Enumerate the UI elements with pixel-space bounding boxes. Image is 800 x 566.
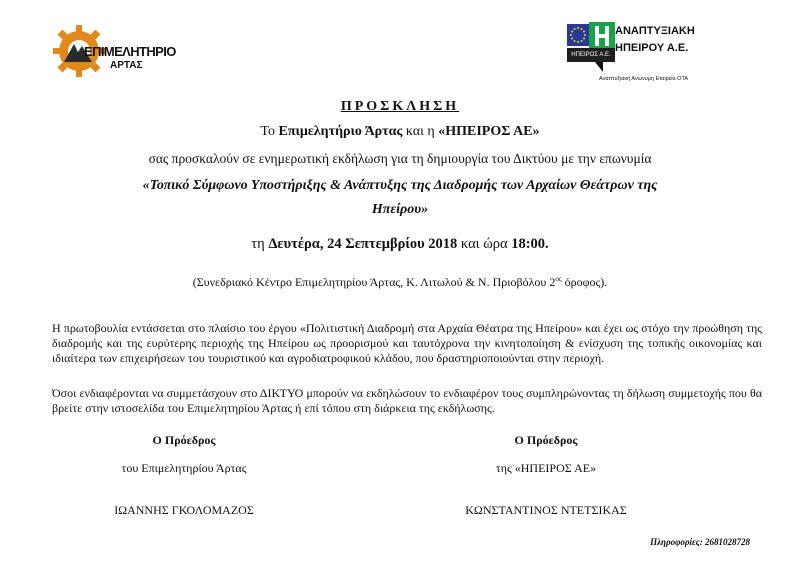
left-signatory-role: Ο Πρόεδρος: [152, 433, 216, 447]
chamber-of-arta-logo: [50, 22, 175, 80]
green-block-icon: [589, 22, 615, 50]
chamber-logo-line1: ΕΠΙΜΕΛΗΤΗΡΙΟ: [84, 44, 176, 59]
right-signatory-org: της «ΗΠΕΙΡΟΣ ΑΕ»: [495, 461, 597, 475]
invitation-title: ΠΡΟΣΚΛΗΣΗ: [340, 99, 460, 114]
organizer-chamber: Επιμελητήριο Άρτας: [278, 124, 403, 139]
ipeiros-logo-line1: ΑΝΑΠΤΥΞΙΑΚΗ: [615, 25, 695, 37]
invitation-intro: σας προσκαλούν σε ενημερωτική εκδήλωση για τη δημιουργία του Δικτύου με την επωνυμία: [148, 151, 652, 166]
ipeiros-logo-subtitle: Αναπτυξιακή Ανώνυμη Εταιρεία ΟΤΑ: [599, 76, 689, 82]
right-signatory-name: ΚΩΝΣΤΑΝΤΙΝΟΣ ΝΤΕΤΣΙΚΑΣ: [465, 503, 627, 517]
date-mid: και ώρα: [457, 236, 512, 252]
event-time: 18:00.: [511, 236, 549, 252]
organizers-line: [0, 124, 800, 140]
left-signatory-org: του Επιμελητηρίου Άρτας: [121, 461, 247, 475]
network-name-line2: Ηπείρου»: [371, 202, 429, 217]
event-date: Δευτέρα, 24 Σεπτεμβρίου 2018: [268, 236, 458, 252]
body-paragraph-1: Η πρωτοβουλία εντάσσεται στο πλαίσιο του έργου «Πολιτιστική Διαδρομή στα Αρχαία Θέατρα της Ηπείρου» και έχει ως στόχο την προώθηση της διαδρομής και της ευρύτερης περιοχής της Ηπείρου ως προορισμού και ταυτόχρονα την κινητοποίηση & ενίσχυση της τοπικής οικονομίας και ιδιαίτερα των επιχειρήσεων του τουριστικού και αγροδιατροφικού κλάδου, που δραστηριοποιούνται στην περιοχή.: [52, 321, 762, 365]
venue-floor-suffix: ος: [555, 275, 562, 283]
date-prefix: τη: [251, 236, 269, 252]
ipeiros-logo-line2: ΗΠΕΙΡΟΥ Α.Ε.: [615, 42, 689, 54]
logo-triangle-icon: [595, 62, 603, 72]
left-signatory-name: ΙΩΑΝΝΗΣ ΓΚΟΛΟΜΑΖΟΣ: [114, 503, 254, 517]
event-date-line: [0, 236, 800, 253]
organizers-mid: και η: [402, 124, 439, 139]
contact-info: Πληροφορίες: 2681028728: [650, 537, 750, 547]
ipeiros-ae-logo: [563, 20, 763, 82]
body-paragraph-2: Όσοι ενδιαφέρονται να συμμετάσχουν στο ΔΙΚΤΥΟ μπορούν να εκδηλώσουν το ενδιαφέρον τους συμπληρώνοντας τη δήλωση συμμετοχής που θα βρείτε στην ιστοσελίδα του Επιμελητηρίου Άρτας ή επί τόπου στη διάρκεια της εκδήλωσης.: [52, 386, 762, 415]
venue-floor: όροφος).: [561, 275, 608, 289]
right-signatory-role: Ο Πρόεδρος: [514, 433, 578, 447]
organizer-ipeiros: «ΗΠΕΙΡΟΣ ΑΕ»: [438, 124, 540, 139]
event-venue: [0, 275, 800, 290]
eu-flag-icon: [567, 24, 589, 46]
organizers-prefix: Το: [260, 124, 279, 139]
network-name-line1: «Τοπικό Σύμφωνο Υποστήριξης & Ανάπτυξης της Διαδρομής των Αρχαίων Θεάτρων της: [142, 178, 658, 193]
ipeiros-bar-label: ΗΠΕΙΡΟΣ Α.Ε.: [567, 48, 615, 62]
chamber-logo-line2: ΑΡΤΑΣ: [110, 60, 143, 71]
venue-text: (Συνεδριακό Κέντρο Επιμελητηρίου Άρτας, Κ. Λιτωλού & Ν. Πριοβόλου 2: [192, 275, 556, 289]
